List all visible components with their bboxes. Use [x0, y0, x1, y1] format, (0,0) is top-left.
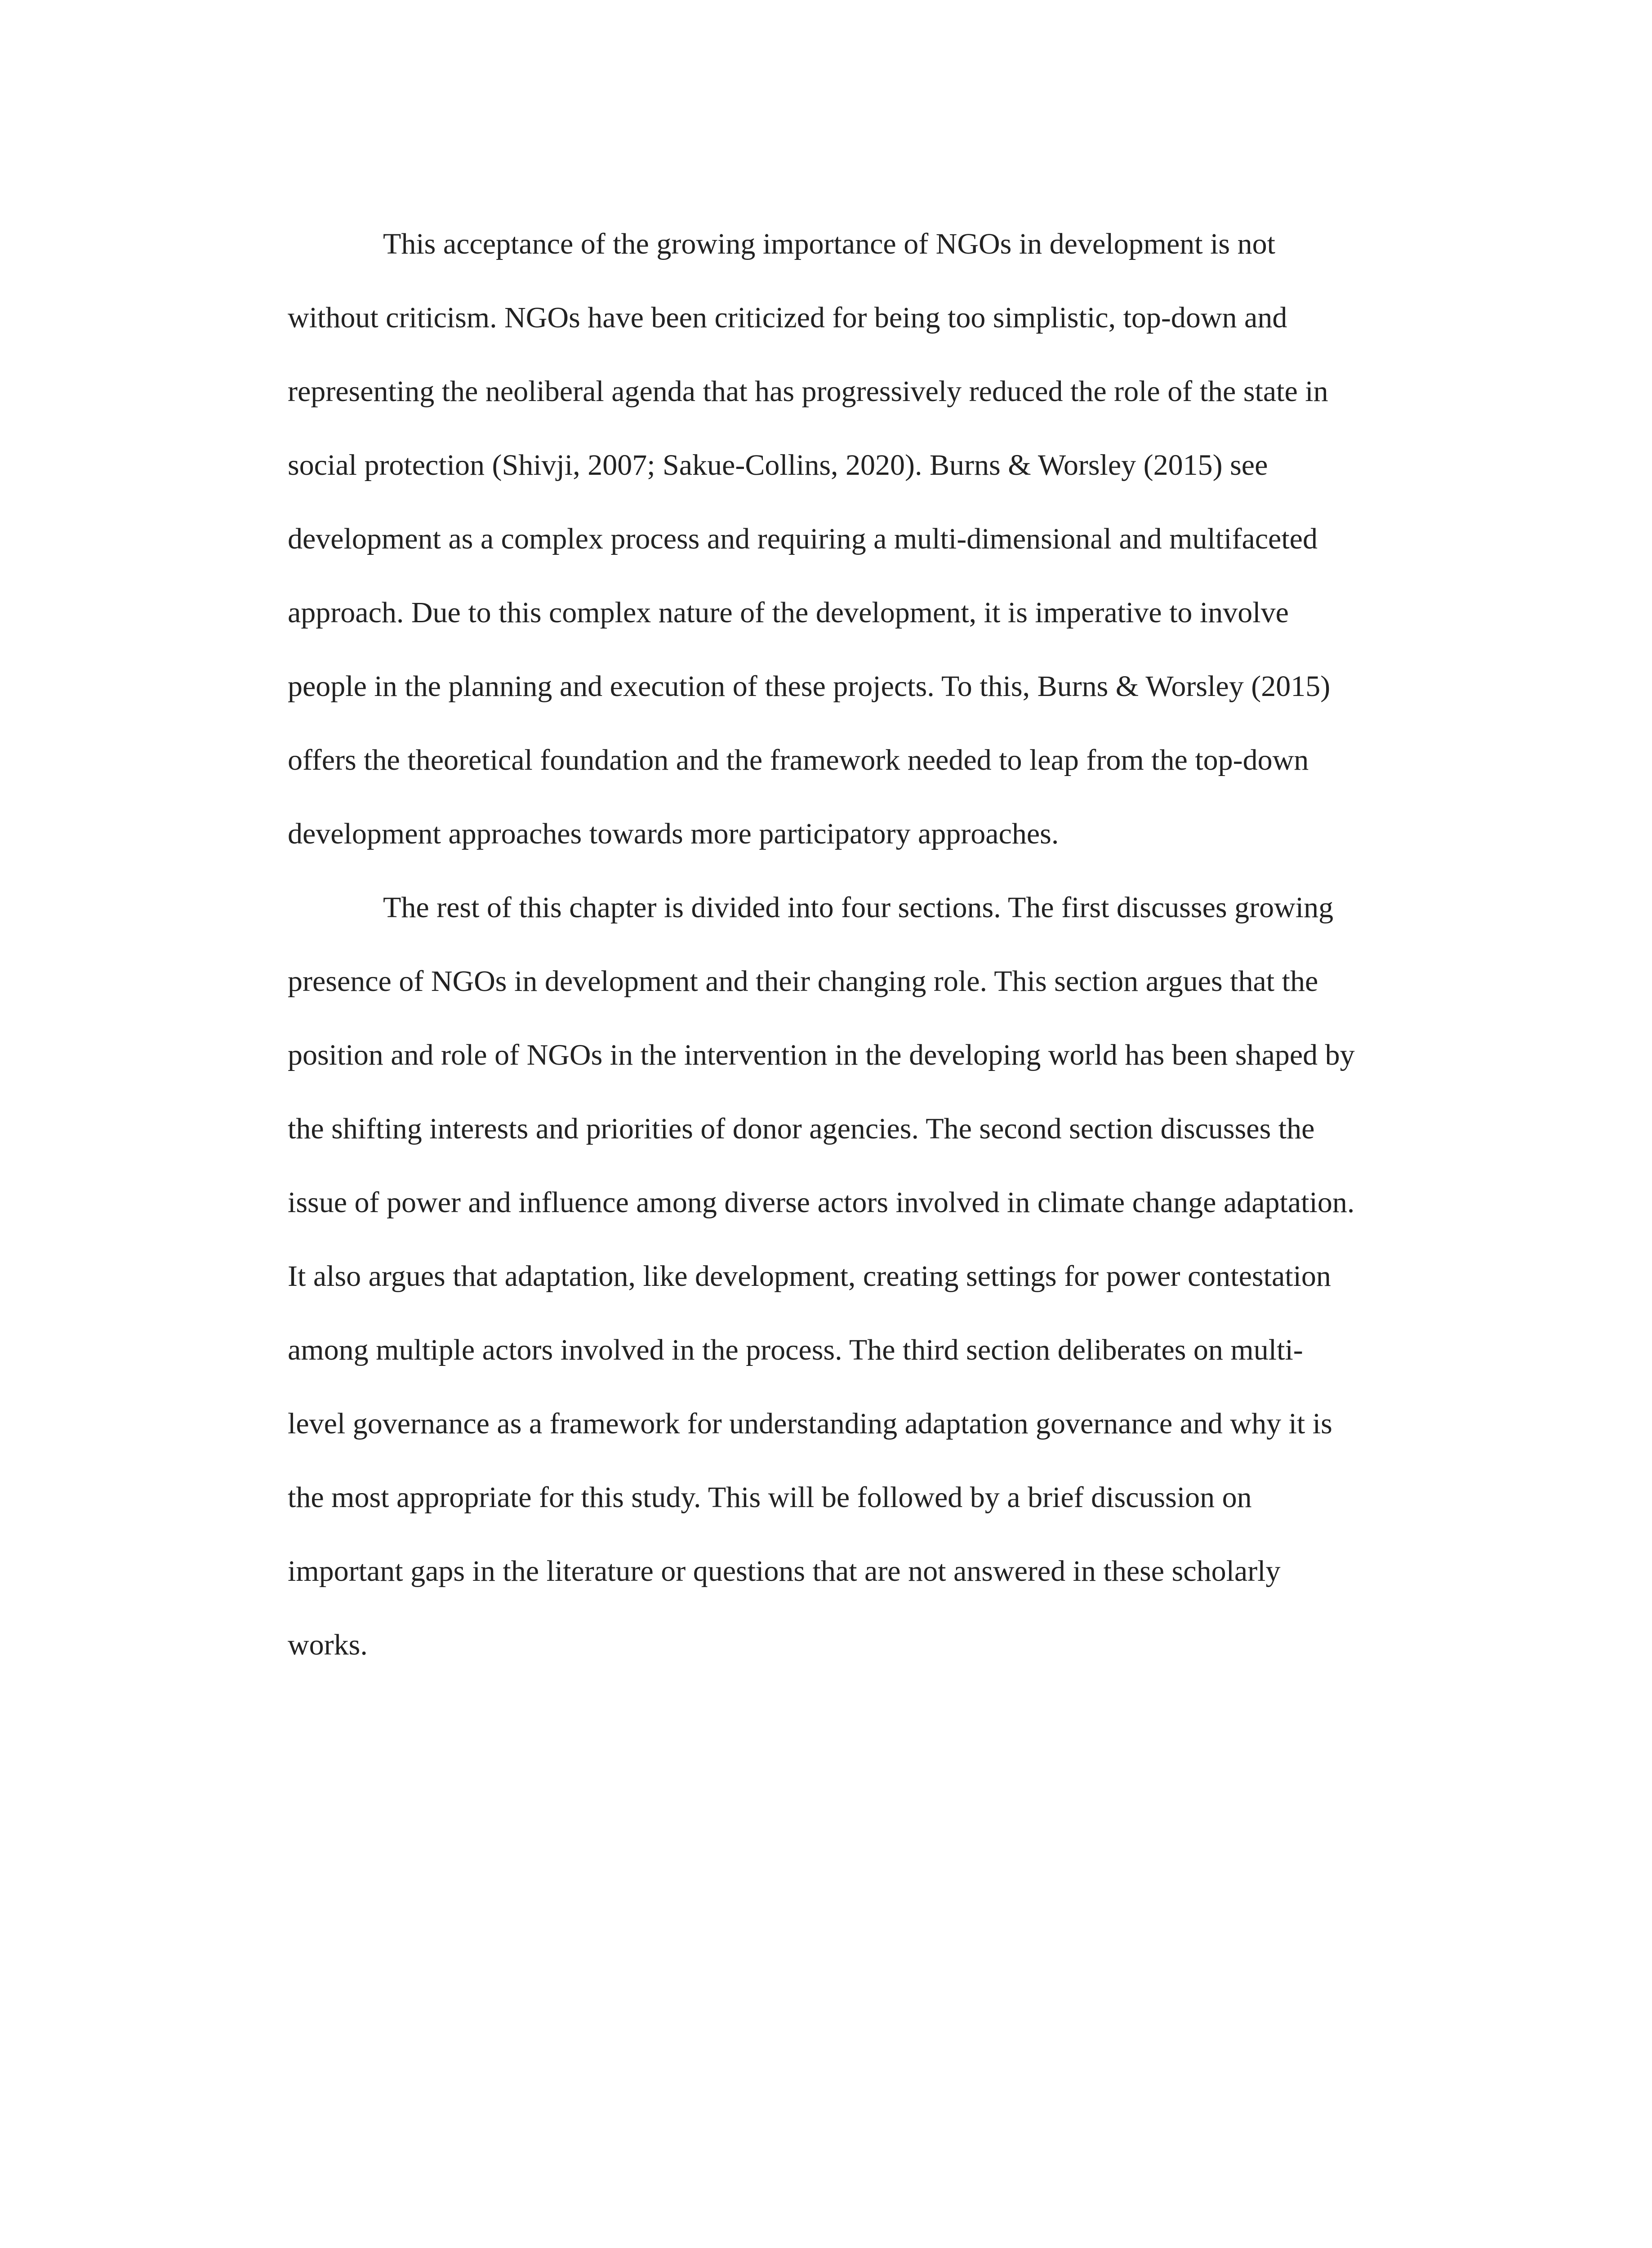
text-line: without criticism. NGOs have been criticized for being too simplistic, top-down and	[288, 301, 1287, 334]
paragraph-1	[288, 219, 1438, 883]
text-line: the most appropriate for this study. This will be followed by a brief discussion on	[288, 1481, 1252, 1514]
text-line: people in the planning and execution of these projects. To this, Burns & Worsley (2015)	[288, 670, 1331, 703]
text-line: It also argues that adaptation, like development, creating settings for power contestation	[288, 1260, 1331, 1293]
text-line: approach. Due to this complex nature of the development, it is imperative to involve	[288, 596, 1289, 629]
text-line: important gaps in the literature or questions that are not answered in these scholarly	[288, 1555, 1281, 1588]
text-line: development as a complex process and requiring a multi-dimensional and multifaceted	[288, 522, 1318, 555]
text-line: issue of power and influence among diverse actors involved in climate change adaptation.	[288, 1186, 1355, 1219]
text-line: position and role of NGOs in the intervention in the developing world has been shaped by	[288, 1039, 1355, 1071]
paragraph-2	[288, 883, 1438, 1694]
text-line: offers the theoretical foundation and the framework needed to leap from the top-down	[288, 744, 1309, 776]
text-line: development approaches towards more participatory approaches.	[288, 817, 1059, 850]
text-line: representing the neoliberal agenda that has progressively reduced the role of the state in	[288, 375, 1328, 408]
text-line: among multiple actors involved in the process. The third section deliberates on multi-	[288, 1334, 1303, 1366]
text-line: social protection (Shivji, 2007; Sakue-Collins, 2020). Burns & Worsley (2015) see	[288, 449, 1268, 482]
text-line: the shifting interests and priorities of donor agencies. The second section discusses the	[288, 1112, 1315, 1145]
text-line: level governance as a framework for understanding adaptation governance and why it is	[288, 1407, 1332, 1440]
body-text	[288, 219, 1438, 1694]
text-line: This acceptance of the growing importance of NGOs in development is not	[383, 227, 1275, 260]
text-line: works.	[288, 1628, 368, 1661]
text-line: presence of NGOs in development and their changing role. This section argues that the	[288, 965, 1318, 998]
text-line: The rest of this chapter is divided into four sections. The first discusses growing	[383, 891, 1334, 924]
